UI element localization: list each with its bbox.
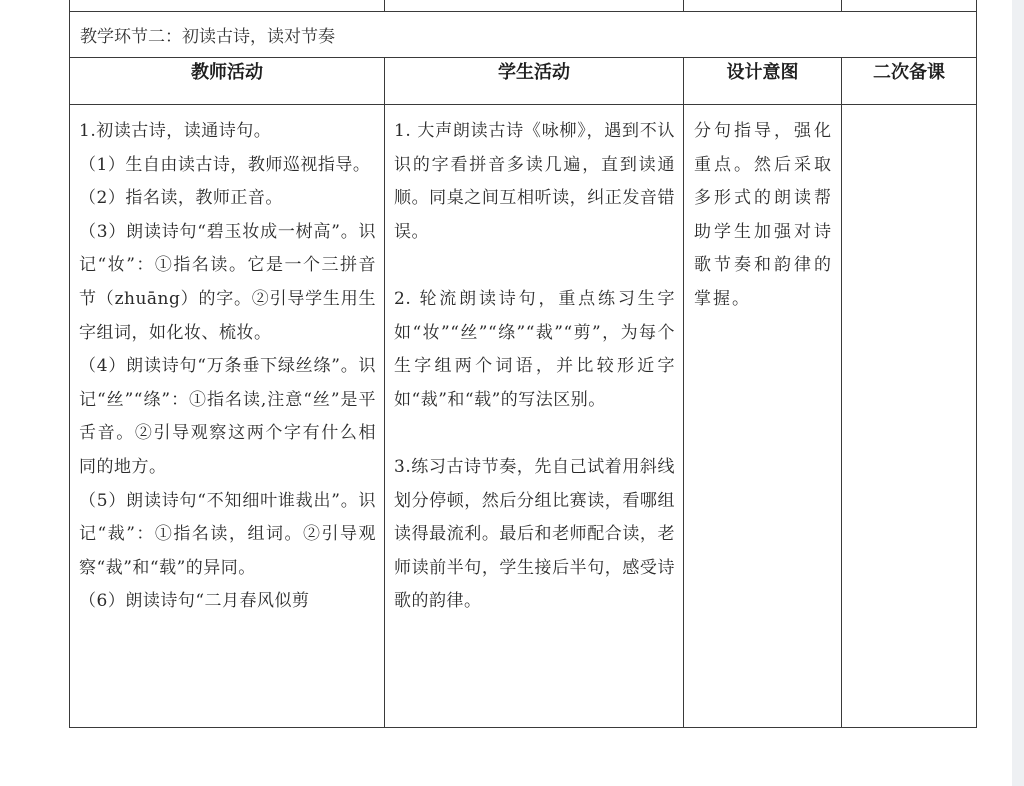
teacher-step-1-1: （1）生自由读古诗，教师巡视指导。 (79, 154, 371, 175)
header-second-prep: 二次备课 (842, 58, 977, 105)
student-step-1: 1. 大声朗读古诗《咏柳》，遇到不认识的字看拼音多读几遍，直到读通顺。同桌之间互相听读，纠正发音错误。 (394, 121, 675, 242)
content-row (70, 105, 977, 728)
teacher-step-1-5: （5）朗读诗句“不知细叶谁裁出”。识记“裁”：①指名读，组词。②引导观察“裁”和“载”的异同。 (79, 490, 376, 578)
student-spacer (394, 417, 675, 451)
header-teacher-activity: 教师活动 (70, 58, 385, 105)
teacher-step-1-6: （6）朗读诗句“二月春风似剪 (79, 591, 310, 612)
teacher-step-1: 1.初读古诗，读通诗句。 (79, 121, 272, 141)
header-design-intent: 设计意图 (684, 58, 842, 105)
student-step-2: 2. 轮流朗读诗句，重点练习生字如“妆”“丝”“绦”“裁”“剪”，为每个生字组两个词语，并比较形近字如“裁”和“载”的写法区别。 (394, 288, 675, 410)
section-row (70, 12, 977, 58)
second-prep-cell (842, 105, 977, 728)
student-activity-cell (385, 105, 684, 728)
teacher-step-1-2: （2）指名读，教师正音。 (79, 188, 283, 209)
viewer-scroll-gutter (1012, 0, 1024, 786)
section-title: 教学环节二：初读古诗，读对节奏 (70, 12, 977, 58)
teacher-activity-cell (70, 105, 385, 728)
student-step-3: 3.练习古诗节奏，先自己试着用斜线划分停顿，然后分组比赛读，看哪组读得最流利。最后和老师配合读，老师读前半句，学生接后半句，感受诗歌的韵律。 (394, 456, 675, 612)
teacher-step-1-3: （3）朗读诗句“碧玉妆成一树高”。识记“妆”：①指名读。它是一个三拼音节（zhuāng）的字。②引导学生用生字组词，如化妆、梳妆。 (79, 221, 376, 343)
previous-row-bottom (70, 0, 977, 12)
design-intent-text: 分句指导，强化重点。然后采取多形式的朗读帮助学生加强对诗歌节奏和韵律的掌握。 (694, 121, 833, 309)
student-spacer (394, 249, 675, 283)
design-intent-cell (684, 105, 842, 728)
teacher-step-1-4: （4）朗读诗句“万条垂下绿丝绦”。识记“丝”“绦”：①指名读,注意“丝”是平舌音。②引导观察这两个字有什么相同的地方。 (79, 356, 376, 477)
lesson-plan-table (69, 0, 977, 728)
header-row (70, 58, 977, 105)
header-student-activity: 学生活动 (385, 58, 684, 105)
